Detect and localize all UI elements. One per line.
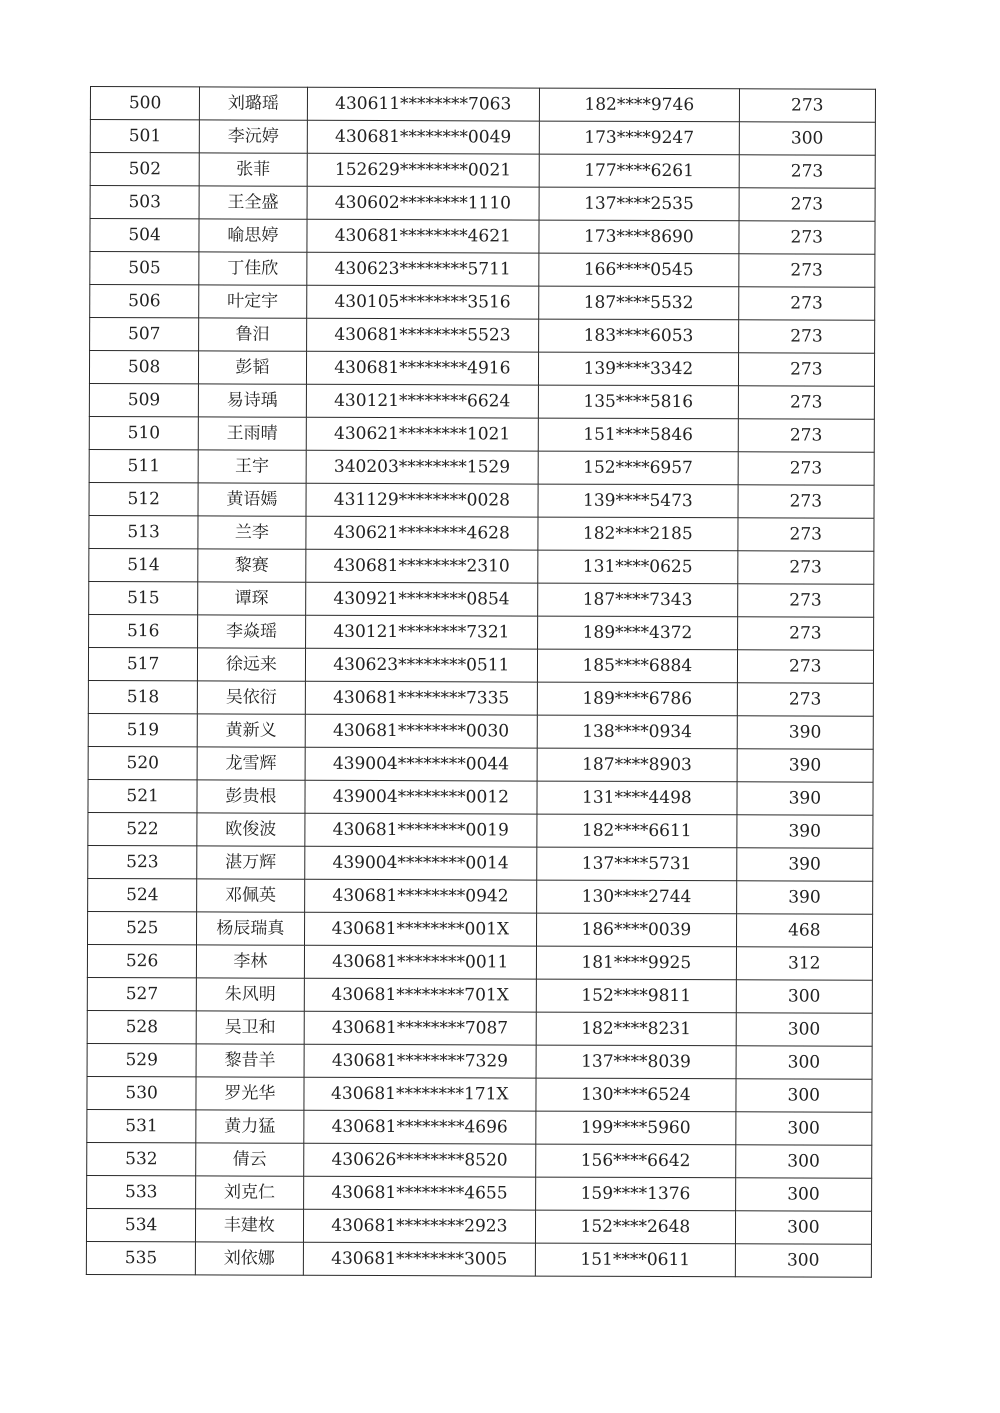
serial-number-cell: 526 — [87, 944, 196, 977]
table-row — [86, 1241, 871, 1277]
table-row — [88, 647, 873, 683]
amount-cell: 390 — [736, 815, 873, 848]
id-number-cell: 430623********5711 — [306, 252, 539, 286]
id-number-cell: 430121********6624 — [306, 384, 539, 418]
amount-cell: 273 — [738, 287, 875, 320]
serial-number-cell: 505 — [90, 252, 199, 285]
id-number-cell: 430681********0011 — [304, 945, 537, 979]
table-row — [86, 1208, 871, 1244]
name-cell: 丁佳欣 — [199, 252, 306, 285]
name-cell: 张菲 — [199, 153, 306, 186]
table-row — [87, 1076, 872, 1112]
table-row — [90, 186, 875, 222]
amount-cell: 390 — [737, 749, 874, 782]
serial-number-cell: 528 — [87, 1010, 196, 1043]
phone-number-cell: 159****1376 — [536, 1177, 736, 1211]
serial-number-cell: 511 — [89, 449, 198, 482]
table-row — [89, 482, 874, 518]
name-cell: 黎赛 — [198, 549, 305, 582]
phone-number-cell: 137****5731 — [537, 847, 737, 881]
serial-number-cell: 514 — [89, 548, 198, 581]
table-row — [88, 680, 873, 716]
table-row — [89, 614, 874, 650]
id-number-cell: 430681********701X — [304, 978, 537, 1012]
serial-number-cell: 506 — [90, 285, 199, 318]
amount-cell: 300 — [735, 1211, 872, 1244]
id-number-cell: 430121********7321 — [305, 615, 538, 649]
name-cell: 黄新义 — [197, 714, 304, 747]
id-number-cell: 430681********7335 — [305, 681, 538, 715]
id-number-cell: 430681********0942 — [304, 879, 537, 913]
phone-number-cell: 152****9811 — [536, 979, 736, 1013]
phone-number-cell: 185****6884 — [538, 649, 738, 683]
name-cell: 朱风明 — [197, 978, 304, 1011]
id-number-cell: 430623********0511 — [305, 648, 538, 682]
table-row — [90, 219, 875, 255]
phone-number-cell: 151****5846 — [538, 418, 738, 452]
id-number-cell: 430602********1110 — [307, 186, 540, 220]
serial-number-cell: 509 — [89, 383, 198, 416]
serial-number-cell: 525 — [88, 911, 197, 944]
amount-cell: 300 — [735, 1145, 872, 1178]
phone-number-cell: 183****6053 — [539, 319, 739, 353]
id-number-cell: 430681********4621 — [306, 219, 539, 253]
table-row — [89, 581, 874, 617]
phone-number-cell: 187****7343 — [538, 583, 738, 617]
serial-number-cell: 522 — [88, 812, 197, 845]
id-number-cell: 430681********2923 — [303, 1209, 536, 1243]
phone-number-cell: 182****2185 — [538, 517, 738, 551]
table-row — [88, 779, 873, 815]
name-cell: 吴依衍 — [198, 681, 305, 714]
id-number-cell: 430681********4696 — [303, 1110, 536, 1144]
id-number-cell: 430681********7329 — [304, 1044, 537, 1078]
table-row — [87, 1010, 872, 1046]
phone-number-cell: 131****0625 — [538, 550, 738, 584]
name-cell: 丰建枚 — [196, 1209, 303, 1242]
id-number-cell: 340203********1529 — [306, 450, 539, 484]
serial-number-cell: 524 — [88, 878, 197, 911]
amount-cell: 273 — [738, 452, 875, 485]
id-number-cell: 430611********7063 — [307, 87, 540, 121]
id-number-cell: 430681********4916 — [306, 351, 539, 385]
table-row — [88, 878, 873, 914]
phone-number-cell: 138****0934 — [537, 715, 737, 749]
amount-cell: 273 — [737, 617, 874, 650]
id-number-cell: 430681********7087 — [304, 1011, 537, 1045]
table-row — [88, 845, 873, 881]
name-cell: 邓佩英 — [197, 879, 304, 912]
name-cell: 喻思婷 — [199, 219, 306, 252]
serial-number-cell: 512 — [89, 482, 198, 515]
amount-cell: 390 — [736, 881, 873, 914]
table-row — [90, 87, 875, 123]
phone-number-cell: 173****8690 — [539, 220, 739, 254]
name-cell: 欧俊波 — [197, 813, 304, 846]
table-row — [89, 351, 874, 387]
table-row — [89, 416, 874, 452]
id-number-cell: 430681********0019 — [304, 813, 537, 847]
amount-cell: 390 — [737, 782, 874, 815]
name-cell: 湛万辉 — [197, 846, 304, 879]
name-cell: 易诗瑀 — [199, 384, 306, 417]
phone-number-cell: 137****8039 — [536, 1045, 736, 1079]
id-number-cell: 430621********4628 — [305, 516, 538, 550]
amount-cell: 273 — [739, 89, 876, 122]
id-number-cell: 152629********0021 — [307, 153, 540, 187]
phone-number-cell: 182****9746 — [539, 88, 739, 122]
amount-cell: 273 — [737, 584, 874, 617]
phone-number-cell: 130****6524 — [536, 1078, 736, 1112]
amount-cell: 273 — [737, 551, 874, 584]
amount-cell: 300 — [736, 980, 873, 1013]
table-row — [87, 977, 872, 1013]
phone-number-cell: 177****6261 — [539, 154, 739, 188]
phone-number-cell: 137****2535 — [539, 187, 739, 221]
serial-number-cell: 518 — [88, 680, 197, 713]
serial-number-cell: 529 — [87, 1043, 196, 1076]
phone-number-cell: 173****9247 — [539, 121, 739, 155]
phone-number-cell: 130****2744 — [537, 880, 737, 914]
table-row — [89, 515, 874, 551]
name-cell: 黄语嫣 — [198, 483, 305, 516]
id-number-cell: 439004********0012 — [304, 780, 537, 814]
amount-cell: 273 — [738, 353, 875, 386]
phone-number-cell: 189****4372 — [538, 616, 738, 650]
id-number-cell: 430681********0049 — [307, 120, 540, 154]
name-cell: 鲁汨 — [199, 318, 306, 351]
serial-number-cell: 513 — [89, 515, 198, 548]
roster-table — [86, 86, 876, 1278]
table-row — [90, 285, 875, 321]
id-number-cell: 430681********001X — [304, 912, 537, 946]
amount-cell: 468 — [736, 914, 873, 947]
serial-number-cell: 534 — [86, 1208, 195, 1241]
id-number-cell: 430921********0854 — [305, 582, 538, 616]
amount-cell: 273 — [738, 485, 875, 518]
serial-number-cell: 520 — [88, 746, 197, 779]
serial-number-cell: 521 — [88, 779, 197, 812]
serial-number-cell: 516 — [89, 614, 198, 647]
name-cell: 王全盛 — [199, 186, 306, 219]
serial-number-cell: 501 — [90, 120, 199, 153]
id-number-cell: 430626********8520 — [303, 1143, 536, 1177]
table-row — [88, 812, 873, 848]
name-cell: 王雨晴 — [198, 417, 305, 450]
table-row — [89, 548, 874, 584]
phone-number-cell: 186****0039 — [537, 913, 737, 947]
name-cell: 龙雪辉 — [197, 747, 304, 780]
table-row — [87, 1109, 872, 1145]
phone-number-cell: 182****8231 — [536, 1012, 736, 1046]
serial-number-cell: 500 — [90, 87, 199, 120]
table-row — [90, 252, 875, 288]
phone-number-cell: 156****6642 — [536, 1144, 736, 1178]
table-row — [90, 318, 875, 354]
table-row — [90, 153, 875, 189]
amount-cell: 300 — [736, 1013, 873, 1046]
amount-cell: 390 — [737, 716, 874, 749]
serial-number-cell: 533 — [87, 1175, 196, 1208]
phone-number-cell: 199****5960 — [536, 1111, 736, 1145]
name-cell: 黄力猛 — [196, 1110, 303, 1143]
phone-number-cell: 151****0611 — [535, 1243, 735, 1277]
id-number-cell: 430681********4655 — [303, 1176, 536, 1210]
serial-number-cell: 504 — [90, 219, 199, 252]
name-cell: 倩云 — [196, 1143, 303, 1176]
name-cell: 叶定宇 — [199, 285, 306, 318]
phone-number-cell: 131****4498 — [537, 781, 737, 815]
phone-number-cell: 139****5473 — [538, 484, 738, 518]
roster-table-body — [86, 87, 875, 1278]
serial-number-cell: 535 — [86, 1241, 195, 1274]
amount-cell: 300 — [735, 1244, 872, 1277]
table-row — [88, 746, 873, 782]
serial-number-cell: 531 — [87, 1109, 196, 1142]
id-number-cell: 430681********2310 — [305, 549, 538, 583]
serial-number-cell: 510 — [89, 416, 198, 449]
name-cell: 谭琛 — [198, 582, 305, 615]
amount-cell: 273 — [737, 518, 874, 551]
amount-cell: 273 — [738, 419, 875, 452]
serial-number-cell: 527 — [87, 977, 196, 1010]
name-cell: 徐远来 — [198, 648, 305, 681]
amount-cell: 273 — [738, 254, 875, 287]
amount-cell: 300 — [739, 122, 876, 155]
table-row — [87, 1142, 872, 1178]
name-cell: 彭韬 — [199, 351, 306, 384]
id-number-cell: 430681********3005 — [303, 1242, 536, 1276]
name-cell: 吴卫和 — [196, 1011, 303, 1044]
amount-cell: 273 — [737, 683, 874, 716]
table-row — [87, 1175, 872, 1211]
serial-number-cell: 515 — [89, 581, 198, 614]
phone-number-cell: 139****3342 — [539, 352, 739, 386]
id-number-cell: 439004********0014 — [304, 846, 537, 880]
id-number-cell: 431129********0028 — [306, 483, 539, 517]
serial-number-cell: 507 — [90, 318, 199, 351]
phone-number-cell: 187****8903 — [537, 748, 737, 782]
phone-number-cell: 166****0545 — [539, 253, 739, 287]
amount-cell: 273 — [737, 650, 874, 683]
name-cell: 兰李 — [198, 516, 305, 549]
amount-cell: 300 — [736, 1046, 873, 1079]
amount-cell: 390 — [736, 848, 873, 881]
id-number-cell: 439004********0044 — [305, 747, 538, 781]
serial-number-cell: 532 — [87, 1142, 196, 1175]
amount-cell: 300 — [736, 1079, 873, 1112]
id-number-cell: 430105********3516 — [306, 285, 539, 319]
name-cell: 罗光华 — [196, 1077, 303, 1110]
serial-number-cell: 523 — [88, 845, 197, 878]
amount-cell: 300 — [735, 1178, 872, 1211]
serial-number-cell: 508 — [89, 351, 198, 384]
phone-number-cell: 182****6611 — [537, 814, 737, 848]
phone-number-cell: 152****2648 — [536, 1210, 736, 1244]
id-number-cell: 430621********1021 — [306, 417, 539, 451]
phone-number-cell: 181****9925 — [536, 946, 736, 980]
name-cell: 王宇 — [198, 450, 305, 483]
phone-number-cell: 135****5816 — [538, 385, 738, 419]
phone-number-cell: 152****6957 — [538, 451, 738, 485]
table-row — [89, 383, 874, 419]
id-number-cell: 430681********0030 — [305, 714, 538, 748]
table-row — [88, 713, 873, 749]
serial-number-cell: 519 — [88, 713, 197, 746]
serial-number-cell: 503 — [90, 186, 199, 219]
table-row — [88, 911, 873, 947]
table-row — [87, 944, 872, 980]
name-cell: 刘克仁 — [196, 1176, 303, 1209]
amount-cell: 273 — [739, 188, 876, 221]
name-cell: 刘璐瑶 — [200, 87, 307, 120]
table-row — [90, 120, 875, 156]
amount-cell: 273 — [739, 155, 876, 188]
phone-number-cell: 187****5532 — [539, 286, 739, 320]
amount-cell: 273 — [738, 320, 875, 353]
id-number-cell: 430681********5523 — [306, 318, 539, 352]
name-cell: 刘依娜 — [196, 1242, 303, 1275]
name-cell: 彭贵根 — [197, 780, 304, 813]
amount-cell: 273 — [738, 386, 875, 419]
table-row — [89, 449, 874, 485]
serial-number-cell: 502 — [90, 153, 199, 186]
phone-number-cell: 189****6786 — [537, 682, 737, 716]
id-number-cell: 430681********171X — [303, 1077, 536, 1111]
name-cell: 黎昔羊 — [196, 1044, 303, 1077]
amount-cell: 312 — [736, 947, 873, 980]
name-cell: 李林 — [197, 945, 304, 978]
serial-number-cell: 517 — [88, 647, 197, 680]
table-row — [87, 1043, 872, 1079]
serial-number-cell: 530 — [87, 1076, 196, 1109]
amount-cell: 300 — [735, 1112, 872, 1145]
amount-cell: 273 — [739, 221, 876, 254]
name-cell: 李沅婷 — [200, 120, 307, 153]
name-cell: 李焱瑶 — [198, 615, 305, 648]
name-cell: 杨辰瑞真 — [197, 912, 304, 945]
